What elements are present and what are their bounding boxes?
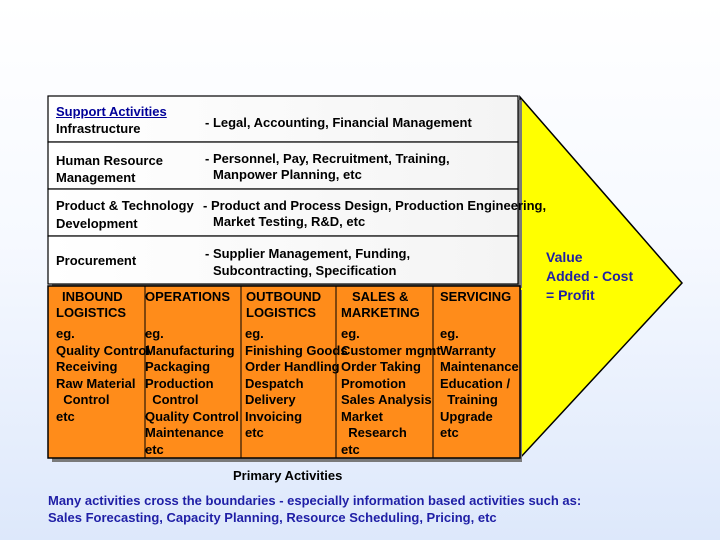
- column-heading: MARKETING: [341, 305, 420, 320]
- column-heading: LOGISTICS: [246, 305, 317, 320]
- column-item: Order Taking: [341, 359, 421, 374]
- column-item: etc: [145, 441, 164, 457]
- column-item: Invoicing: [245, 408, 303, 424]
- column-item: eg.: [440, 326, 459, 341]
- column-item: Raw Material: [56, 375, 136, 391]
- column-item: Quality Control: [56, 342, 150, 358]
- hr-desc-line2: Manpower Planning, etc: [213, 167, 362, 182]
- column-item: eg.: [341, 326, 360, 341]
- column-heading: INBOUND: [62, 289, 123, 304]
- column-item: Control: [145, 392, 199, 407]
- column-item: Customer mgmt: [341, 342, 441, 358]
- column-heading: OUTBOUND: [246, 289, 322, 304]
- column-heading: SALES &: [352, 289, 409, 304]
- footnote-line1: Many activities cross the boundaries - especially information based activities such as:: [48, 493, 582, 508]
- margin-line3: = Profit: [546, 287, 595, 303]
- infrastructure-label: Infrastructure: [56, 121, 141, 136]
- margin-line2: Added - Cost: [546, 268, 634, 284]
- technology-desc-line1: - Product and Process Design, Production Engineering,: [203, 198, 547, 213]
- column-item: etc: [341, 441, 360, 457]
- procurement-desc-line2: Subcontracting, Specification: [213, 263, 397, 278]
- column-item: Despatch: [245, 375, 304, 391]
- column-item: eg.: [56, 326, 75, 341]
- margin-line1: Value: [546, 249, 583, 265]
- column-item: Upgrade: [440, 408, 493, 424]
- column-item: etc: [440, 425, 459, 440]
- column-item: Maintenance: [145, 425, 224, 440]
- column-item: Training: [440, 392, 498, 407]
- procurement-label: Procurement: [56, 253, 137, 268]
- infrastructure-desc: - Legal, Accounting, Financial Management: [205, 115, 472, 130]
- column-item: Packaging: [145, 359, 211, 374]
- column-heading: LOGISTICS: [56, 305, 127, 320]
- procurement-desc-line1: - Supplier Management, Funding,: [205, 246, 411, 261]
- column-item: Research: [341, 425, 407, 440]
- column-item: Sales Analysis: [341, 392, 432, 407]
- column-item: Warranty: [440, 342, 496, 358]
- column-item: Education /: [440, 375, 511, 391]
- column-item: Manufacturing: [145, 342, 235, 358]
- hr-desc-line1: - Personnel, Pay, Recruitment, Training,: [205, 151, 450, 166]
- technology-label-line2: Development: [56, 216, 138, 231]
- column-item: Order Handling: [245, 359, 340, 374]
- technology-label-line1: Product & Technology: [56, 198, 194, 213]
- footnote-line2: Sales Forecasting, Capacity Planning, Resource Scheduling, Pricing, etc: [48, 510, 497, 525]
- primary-activities-label: Primary Activities: [233, 468, 343, 483]
- column-item: Maintenance: [440, 359, 519, 374]
- column-item: eg.: [145, 326, 164, 341]
- column-item: Production: [145, 375, 214, 391]
- column-item: Finishing Goods: [245, 342, 348, 358]
- column-item: Receiving: [56, 359, 118, 374]
- hr-label-line2: Management: [56, 170, 136, 185]
- column-heading: SERVICING: [440, 289, 512, 304]
- hr-label-line1: Human Resource: [56, 153, 163, 168]
- column-item: Market: [341, 408, 383, 424]
- column-item: Delivery: [245, 392, 296, 407]
- technology-desc-line2: Market Testing, R&D, etc: [213, 214, 366, 229]
- column-item: Promotion: [341, 375, 406, 391]
- column-item: etc: [245, 425, 264, 440]
- column-item: Control: [56, 392, 110, 407]
- support-activities-heading: Support Activities: [56, 104, 167, 119]
- column-item: etc: [56, 408, 75, 424]
- column-item: Quality Control: [145, 408, 239, 424]
- column-heading: OPERATIONS: [145, 289, 230, 304]
- column-item: eg.: [245, 326, 264, 341]
